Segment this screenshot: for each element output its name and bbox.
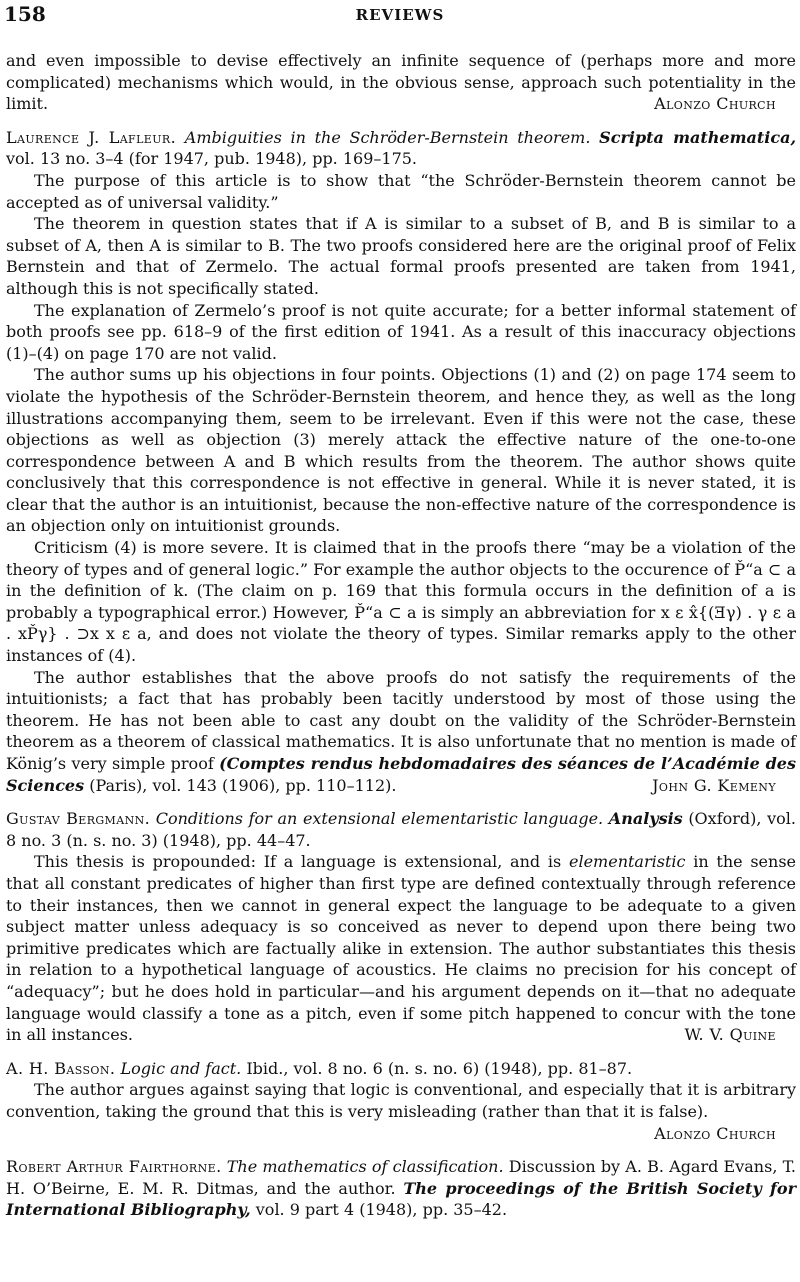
review-citation: vol. 13 no. 3–4 (for 1947, pub. 1948), pp. 169–175. — [6, 149, 418, 169]
paragraph: The author argues against saying that logic is conventional, and especially that it is arbitrary convention, taking the ground that this is very misleading (rather than that it is false). Alonzo Church — [6, 1080, 796, 1143]
review-author: Laurence J. Lafleur. — [6, 127, 177, 147]
review-journal: Scripta mathematica, — [599, 127, 797, 147]
review-title: Ambiguities in the Schröder-Bernstein theorem. — [184, 127, 591, 147]
review-citation: (Oxford), vol. 8 no. 3 (n. s. no. 3) (1948), pp. 44–47. — [6, 809, 796, 850]
review-citation: Ibid., vol. 8 no. 6 (n. s. no. 6) (1948), pp. 81–87. — [246, 1058, 633, 1078]
review-heading — [6, 808, 796, 851]
review-title: Conditions for an extensional elementaristic language. — [155, 809, 604, 829]
cited-journal: (Comptes rendus hebdomadaires des séances de l’Académie des Sciences — [6, 754, 796, 795]
review-author: Gustav Bergmann. — [6, 809, 151, 829]
page-body — [6, 50, 796, 1221]
review-title: The mathematics of classification. — [226, 1157, 504, 1177]
paragraph: This thesis is propounded: If a language is extensional, and is elementaristic in the sense that all constant predicates of higher than first type are defined contextually through reference to their instances, then we cannot in general expect the language to be adequate to a given subject matter unless adequacy is so conceived as never to depend upon there being two primitive predicates which are factually alike in extension. The author substantiates this thesis in relation to a hypothetical language of acoustics. He claims no precision for his concept of “adequacy”; but he does hold in particular—and his argument depends on it—that no adequate language would classify a tone as a pitch, even if some pitch happened to concur with the tone in all instances. W. V. Quine — [6, 852, 797, 1045]
paragraph: The author establishes that the above proofs do not satisfy the requirements of the intuitionists; a fact that has probably been tacitly understood by most of those using the theorem. He has not been able to cast any doubt on the validity of the Schröder-Bernstein theorem as a theorem of classical mathematics. It is also unfortunate that no mention is made of König’s very simple proof (Comptes rendus hebdomadaires des séances de l’Académie des Sciences (Paris), vol. 143 (1906), pp. 110–112). John G. Kemeny — [6, 667, 796, 795]
review-citation: vol. 9 part 4 (1948), pp. 35–42. — [255, 1200, 508, 1220]
page-number: 158 — [4, 2, 46, 26]
review-heading: Robert Arthur Fairthorne. The mathematics of classification. Discussion by A. B. Agard Evans, T. H. O’Beirne, E. M. R. Ditmas, and the author. The proceedings of the British Society for International Bibliography, vol. 9 part 4 (1948), pp. 35–42. — [6, 1157, 797, 1220]
paragraph: The explanation of Zermelo’s proof is not quite accurate; for a better informal statement of both proofs see pp. 618–9 of the first edition of 1941. As a result of this inaccuracy objections (1)–(4) on page 170 are not valid. — [6, 300, 796, 363]
reviewer-signature: John G. Kemeny — [652, 775, 776, 795]
reviewer-signature: Alonzo Church — [654, 1123, 776, 1143]
paragraph: The purpose of this article is to show that “the Schröder-Bernstein theorem cannot be accepted as of universal validity.” — [6, 170, 796, 212]
review-title: Logic and fact. — [120, 1058, 242, 1078]
review-author: A. H. Basson. — [6, 1058, 116, 1078]
paragraph: The theorem in question states that if A is similar to a subset of B, and B is similar to a subset of A, then A is similar to B. The two proofs considered here are the original proof of Felix Bernstein and that of Zermelo. The actual formal proofs presented are taken from 1941, although this is not specifically stated. — [6, 214, 796, 298]
review-heading — [6, 127, 796, 170]
review-journal: Analysis — [608, 809, 683, 829]
continued-paragraph: and even impossible to devise effectively an infinite sequence of (perhaps more and more complicated) mechanisms which would, in the obvious sense, approach such potentiality in the limit. Alonzo Church — [6, 51, 796, 114]
page-header — [0, 2, 800, 28]
review-author: Robert Arthur Fairthorne. — [6, 1157, 222, 1177]
review-journal: The proceedings of the British Society for International Bibliography, — [6, 1178, 797, 1220]
paragraph: Criticism (4) is more severe. It is claimed that in the proofs there “may be a violation of the theory of types and of general logic.” For example the author objects to the occurence of P̌“a ⊂ a in the definition of k. (The claim on p. 169 that this formula occurs in the definition of a is probably a typographical error.) However, P̌“a ⊂ a is simply an abbreviation for x ε x̂{(Ǝγ) . γ ε a . xP̌γ} . ⊃x x ε a, and does not violate the theory of types. Similar remarks apply to the other instances of (4). — [6, 538, 796, 666]
reviewer-signature: W. V. Quine — [684, 1025, 776, 1045]
running-head: REVIEWS — [355, 6, 445, 24]
reviewer-signature: Alonzo Church — [654, 94, 776, 114]
paragraph: The author sums up his objections in four points. Objections (1) and (2) on page 174 seem to violate the hypothesis of the Schröder-Bernstein theorem, and hence they, as well as the long illustrations accompanying them, seem to be irrelevant. Even if this were not the case, these objections as well as objection (3) merely attack the effective nature of the one-to-one correspondence between A and B which results from the theorem. The author shows quite conclusively that this correspondence is not effective in general. While it is never stated, it is clear that the author is an intuitionist, because the non-effective nature of the correspondence is an objection only on intuitionist grounds. — [6, 365, 796, 536]
review-heading — [6, 1058, 796, 1080]
